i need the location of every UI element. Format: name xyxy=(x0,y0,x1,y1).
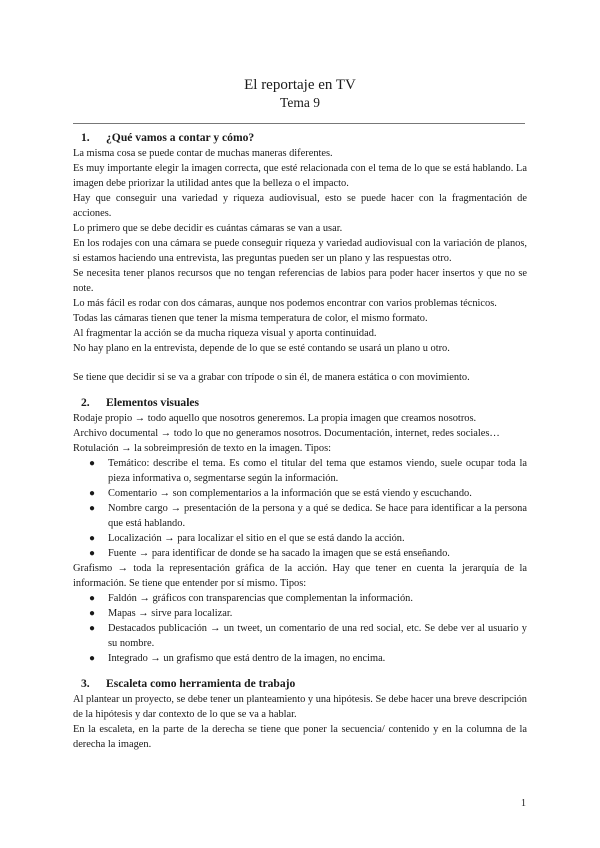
list-item-text: Temático: describe el tema. Es como el titular del tema que estamos viendo, suele ocupar toda la pieza informativa o, segmentarse según la información. xyxy=(108,458,527,484)
paragraph: Lo primero que se debe decidir es cuántas cámaras se van a usar. xyxy=(73,223,343,234)
paragraph: Archivo documental → todo lo que no generamos nosotros. Documentación, internet, redes sociales… xyxy=(73,428,500,439)
paragraph-spacer xyxy=(73,356,527,370)
document-subtitle: Tema 9 xyxy=(280,95,320,110)
section-heading-1 xyxy=(73,129,527,146)
paragraph: Todas las cámaras tienen que tener la misma temperatura de color, el mismo formato. xyxy=(73,313,428,324)
list-item xyxy=(73,621,527,651)
paragraph: En los rodajes con una cámara se puede conseguir riqueza y variedad audiovisual con la variación de planos, si estamos haciendo una entrevista, las preguntas pueden ser un plano y las respuestas otro. xyxy=(73,238,527,264)
section-number: 3. xyxy=(81,677,90,690)
list-item xyxy=(73,486,527,501)
list-item xyxy=(73,501,527,531)
bullet-icon: ● xyxy=(89,458,96,469)
list-item xyxy=(73,591,527,606)
section-title: ¿Qué vamos a contar y cómo? xyxy=(106,131,255,144)
section-number: 1. xyxy=(81,131,90,144)
header-divider xyxy=(73,123,525,124)
bullet-icon: ● xyxy=(89,533,96,544)
bullet-icon: ● xyxy=(89,608,96,619)
paragraph: No hay plano en la entrevista, depende de lo que se esté contando se usará un plano u otro. xyxy=(73,343,450,354)
list-item-text: Comentario → son complementarios a la información que se está viendo y escuchando. xyxy=(108,488,472,499)
list-item-text: Nombre cargo → presentación de la persona y a qué se dedica. Se hace para identificar a la persona que está hablando. xyxy=(108,503,527,529)
rotulacion-list xyxy=(73,456,527,561)
document-title: El reportaje en TV xyxy=(244,77,356,93)
paragraph: Al fragmentar la acción se da mucha riqueza visual y aporta continuidad. xyxy=(73,328,377,339)
page-number: 1 xyxy=(521,798,526,809)
paragraph: Se tiene que decidir si se va a grabar con trípode o sin él, de manera estática o con movimiento. xyxy=(73,372,470,383)
section-title: Elementos visuales xyxy=(106,396,200,409)
paragraph: Rotulación → la sobreimpresión de texto en la imagen. Tipos: xyxy=(73,443,331,454)
paragraph: Grafismo → toda la representación gráfica de la acción. Hay que tener en cuenta la jerarquía de la información. Se tiene que entender por sí mismo. Tipos: xyxy=(73,563,527,589)
section-number: 2. xyxy=(81,396,90,409)
list-item xyxy=(73,456,527,486)
list-item-text: Fuente → para identificar de donde se ha sacado la imagen que se está enseñando. xyxy=(108,548,450,559)
paragraph: Al plantear un proyecto, se debe tener un planteamiento y una hipótesis. Se debe hacer una breve descripción de la hipótesis y dar contexto de lo que se va a hablar. xyxy=(73,694,527,720)
section-heading-2 xyxy=(73,394,527,411)
section-title: Escaleta como herramienta de trabajo xyxy=(106,677,296,690)
list-item xyxy=(73,651,527,666)
paragraph: La misma cosa se puede contar de muchas maneras diferentes. xyxy=(73,148,333,159)
paragraph: Lo más fácil es rodar con dos cámaras, aunque nos podemos encontrar con varios problemas técnicos. xyxy=(73,298,497,309)
list-item-text: Mapas → sirve para localizar. xyxy=(108,608,233,619)
bullet-icon: ● xyxy=(89,548,96,559)
section-heading-3 xyxy=(73,675,527,692)
bullet-icon: ● xyxy=(89,503,96,514)
paragraph: Es muy importante elegir la imagen correcta, que esté relacionada con el tema de lo que se está hablando. La imagen debe priorizar la utilidad antes que la belleza o el impacto. xyxy=(73,163,527,189)
paragraph: Rodaje propio → todo aquello que nosotros generemos. La propia imagen que creamos nosotros. xyxy=(73,413,477,424)
paragraph: Hay que conseguir una variedad y riqueza audiovisual, esto se puede hacer con la fragmentación de acciones. xyxy=(73,193,527,219)
list-item xyxy=(73,606,527,621)
bullet-icon: ● xyxy=(89,623,96,634)
list-item-text: Faldón → gráficos con transparencias que complementan la información. xyxy=(108,593,413,604)
grafismo-list xyxy=(73,591,527,666)
paragraph: Se necesita tener planos recursos que no tengan referencias de labios para poder hacer insertos y que no se note. xyxy=(73,268,527,294)
list-item-text: Destacados publicación → un tweet, un comentario de una red social, etc. Se debe ver al usuario y su nombre. xyxy=(108,623,527,649)
list-item xyxy=(73,546,527,561)
bullet-icon: ● xyxy=(89,653,96,664)
bullet-icon: ● xyxy=(89,593,96,604)
list-item-text: Integrado → un grafismo que está dentro de la imagen, no encima. xyxy=(108,653,386,664)
list-item-text: Localización → para localizar el sitio en el que se está dando la acción. xyxy=(108,533,405,544)
list-item xyxy=(73,531,527,546)
document-body xyxy=(73,129,527,752)
bullet-icon: ● xyxy=(89,488,96,499)
paragraph: En la escaleta, en la parte de la derecha se tiene que poner la secuencia/ contenido y en la columna de la derecha la imagen. xyxy=(73,724,527,750)
